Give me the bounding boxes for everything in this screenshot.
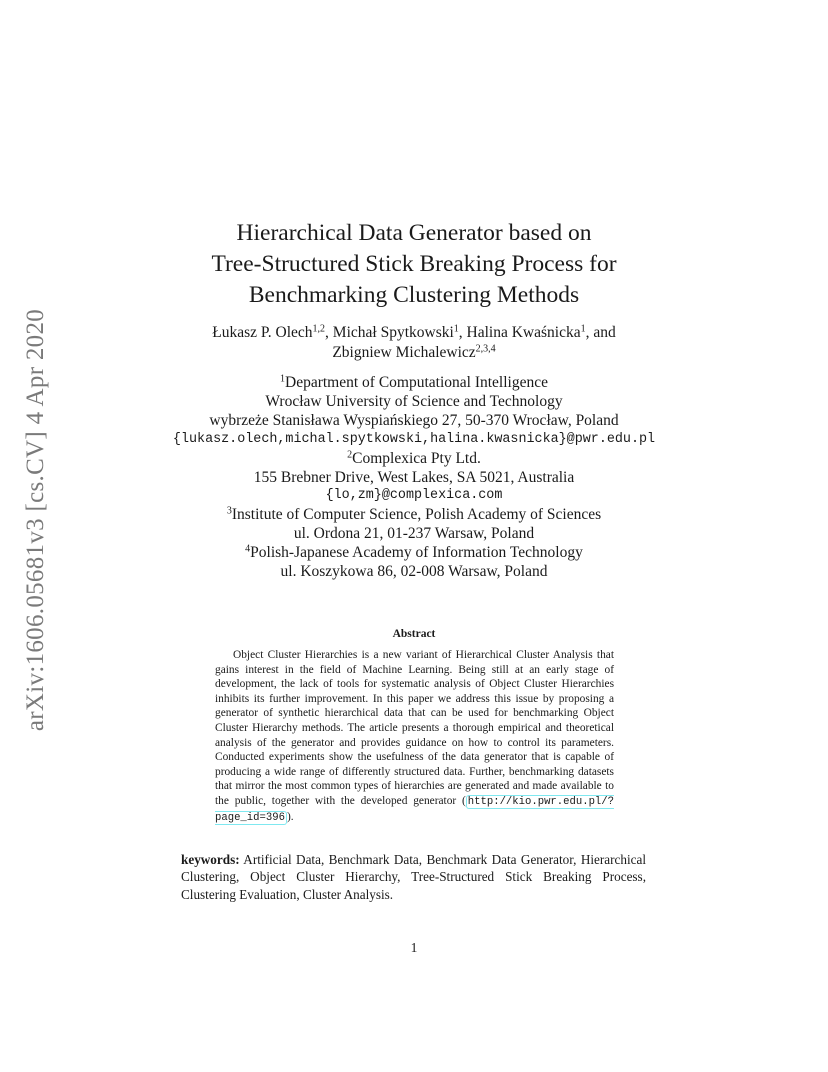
affiliation-4-address: ul. Koszykowa 86, 02-008 Warsaw, Poland [280,563,548,581]
abstract-tail: ). [286,810,294,823]
author-affiliation-marker: 1 [580,323,586,335]
affiliation-marker: 2 [347,449,353,461]
generator-link[interactable]: http://kio.pwr.edu.pl/?page_id=396 [215,795,614,824]
abstract-heading: Abstract [392,628,436,640]
paper-title [0,218,828,311]
affiliation-text: Institute of Computer Science, Polish Academy of Sciences [231,506,602,524]
author-name: Zbigniew Michalewicz [332,344,476,361]
author-name: Łukasz P. Olech [212,324,313,341]
keywords-label: keywords: [181,852,240,867]
title-line-1: Hierarchical Data Generator based on [236,220,592,246]
author-name: , Michał Spytkowski [325,324,454,341]
affiliation-2-email: {lo,zm}@complexica.com [325,488,503,504]
title-line-2: Tree-Structured Stick Breaking Process for [211,251,617,277]
affiliation-3-address: ul. Ordona 21, 01-237 Warsaw, Poland [293,525,535,543]
author-affiliation-marker: 1 [453,323,459,335]
affiliation-marker: 1 [280,373,285,385]
affiliation-text: Department of Computational Intelligence [285,374,548,391]
author-line-2 [0,343,828,363]
affiliation-1-address: wybrzeże Stanisława Wyspiańskiego 27, 50-370 Wrocław, Poland [209,411,619,429]
author-name: , Halina Kwaśnicka [458,324,581,341]
affiliation-3-name [0,506,828,525]
keywords-text: Artificial Data, Benchmark Data, Benchmark Data Generator, Hierarchical Clustering, Object Cluster Hierarchy, Tree-Structured Stick Breaking Process, Clustering Evaluation, Cluster Analysis. [181,852,646,902]
affiliation-marker: 4 [245,543,251,555]
author-affiliation-marker: 2,3,4 [475,343,496,355]
affiliation-2-name [0,450,828,469]
affiliation-1-email: {lukasz.olech,michal.spytkowski,halina.kwasnicka}@pwr.edu.pl [172,431,656,447]
arxiv-identifier: arXiv:1606.05681v3 [cs.CV] 4 Apr 2020 [22,308,49,732]
affiliation-1-university: Wrocław University of Science and Technology [265,392,563,410]
author-line-1 [0,323,828,343]
title-line-3: Benchmarking Clustering Methods [248,282,580,308]
affiliations-block [0,374,828,582]
author-list [0,323,828,363]
abstract-text: Object Cluster Hierarchies is a new variant of Hierarchical Cluster Analysis that gains interest in the field of Machine Learning. Being still at an early stage of development, the lack of tools for systematic analysis of Object Cluster Hierarchies inhibits its further improvement. In this paper we address this issue by proposing a generator of synthetic hierarchical data that can be used for benchmarking Object Cluster Hierarchy methods. The article presents a thorough empirical and theoretical analysis of the generator and provides guidance on how to control its parameters. Conducted experiments show the usefulness of the data generator that is capable of producing a wide range of differently structured data. Further, benchmarking datasets that mirror the most common types of hierarchies are generated and made available to the public, together with the developed generator ( [215,649,614,807]
affiliation-marker: 3 [226,505,232,517]
author-conjunction: , and [585,324,616,341]
abstract-body [215,648,614,825]
keywords-section [181,851,646,903]
affiliation-1-name [0,374,828,393]
page-number: 1 [410,940,418,955]
author-affiliation-marker: 1,2 [312,323,326,335]
affiliation-2-address: 155 Brebner Drive, West Lakes, SA 5021, Australia [253,468,575,486]
affiliation-text: Polish-Japanese Academy of Information Technology [250,544,583,562]
affiliation-4-name [0,544,828,563]
affiliation-text: Complexica Pty Ltd. [352,449,481,467]
